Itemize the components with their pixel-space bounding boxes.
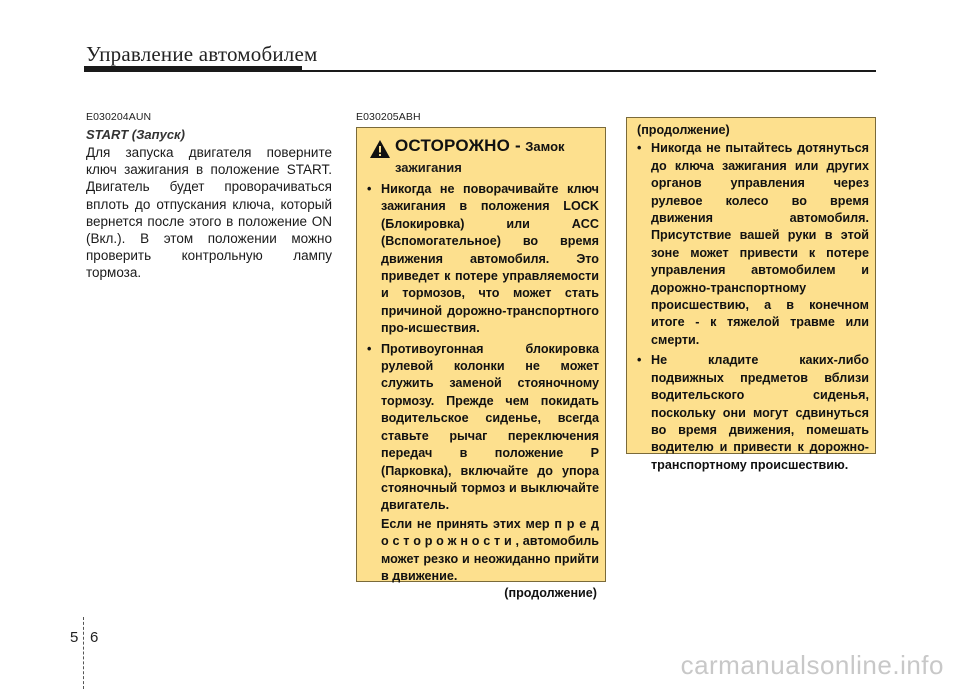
warning-extra-paragraph: Если не принять этих мер п р е д о с т о р о ж н о с т и , автомобиль может резко и неожиданно прийти в движение. bbox=[381, 516, 599, 583]
warning-bullet: • Противоугонная блокировка рулевой колонки не может служить заменой стояночному тормозу. Прежде чем покидать водительское сиденье, всегда ставьте рычаг переключения передач в положение P (Парковка), включайте до упора стояночный тормоз и выключайте двигатель. bbox=[357, 341, 605, 515]
page-number: 6 bbox=[90, 629, 99, 646]
warning-box bbox=[356, 127, 606, 601]
continued-header: (продолжение) bbox=[637, 123, 730, 137]
warning-title: ОСТОРОЖНО - bbox=[395, 136, 521, 155]
warning-bullet: • Никогда не пытайтесь дотянуться до ключа зажигания или других органов управления через рулевое колесо во время движения автомобиля. Присутствие вашей руки в этой зоне может привести к потере управления автомобилем и дорожно-транспортному происшествию, а в конечном итоге - к тяжелой травме или смерти. bbox=[627, 140, 875, 349]
watermark: carmanualsonline.info bbox=[680, 650, 944, 680]
warning-triangle-icon bbox=[369, 139, 391, 159]
warning-bullet-list bbox=[357, 181, 605, 515]
continued-note: (продолжение) bbox=[504, 586, 597, 601]
warning-bullet-list bbox=[627, 140, 875, 474]
header-rule bbox=[84, 70, 876, 72]
warning-bullet: • Никогда не поворачивайте ключ зажигания в положения LOCK (Блокировка) или ACC (Вспомогательное) во время движения автомобиля. Это приведет к потере управляемости и тормозов, что может стать причиной дорожно-транспортного про-исшествия. bbox=[357, 181, 605, 338]
page-header-title: Управление автомобилем bbox=[86, 42, 318, 66]
warning-subtitle: зажигания bbox=[395, 160, 462, 175]
section-number: 5 bbox=[70, 629, 79, 646]
footer-divider bbox=[83, 617, 84, 689]
warning-title-topic: Замок bbox=[525, 139, 565, 154]
section-title: START (Запуск) bbox=[86, 127, 185, 142]
warning-bullet: • Не кладите каких-либо подвижных предметов вблизи водительского сиденья, поскольку они могут сдвинуться во время движения, помешать водителю и привести к дорожно-транспортному происшествию. bbox=[627, 352, 875, 474]
warning-heading bbox=[357, 136, 605, 156]
warning-box-continued bbox=[626, 117, 876, 472]
body-paragraph: Для запуска двигателя поверните ключ зажигания в положение START. Двигатель будет проворачиваться вплоть до отпускания ключа, который вернется после этого в положение ON (Вкл.). В этом положении можно проверить контрольную лампу тормоза. bbox=[86, 145, 332, 281]
left-section-code: E030204AUN bbox=[86, 111, 152, 123]
middle-section-code: E030205ABH bbox=[356, 111, 421, 123]
